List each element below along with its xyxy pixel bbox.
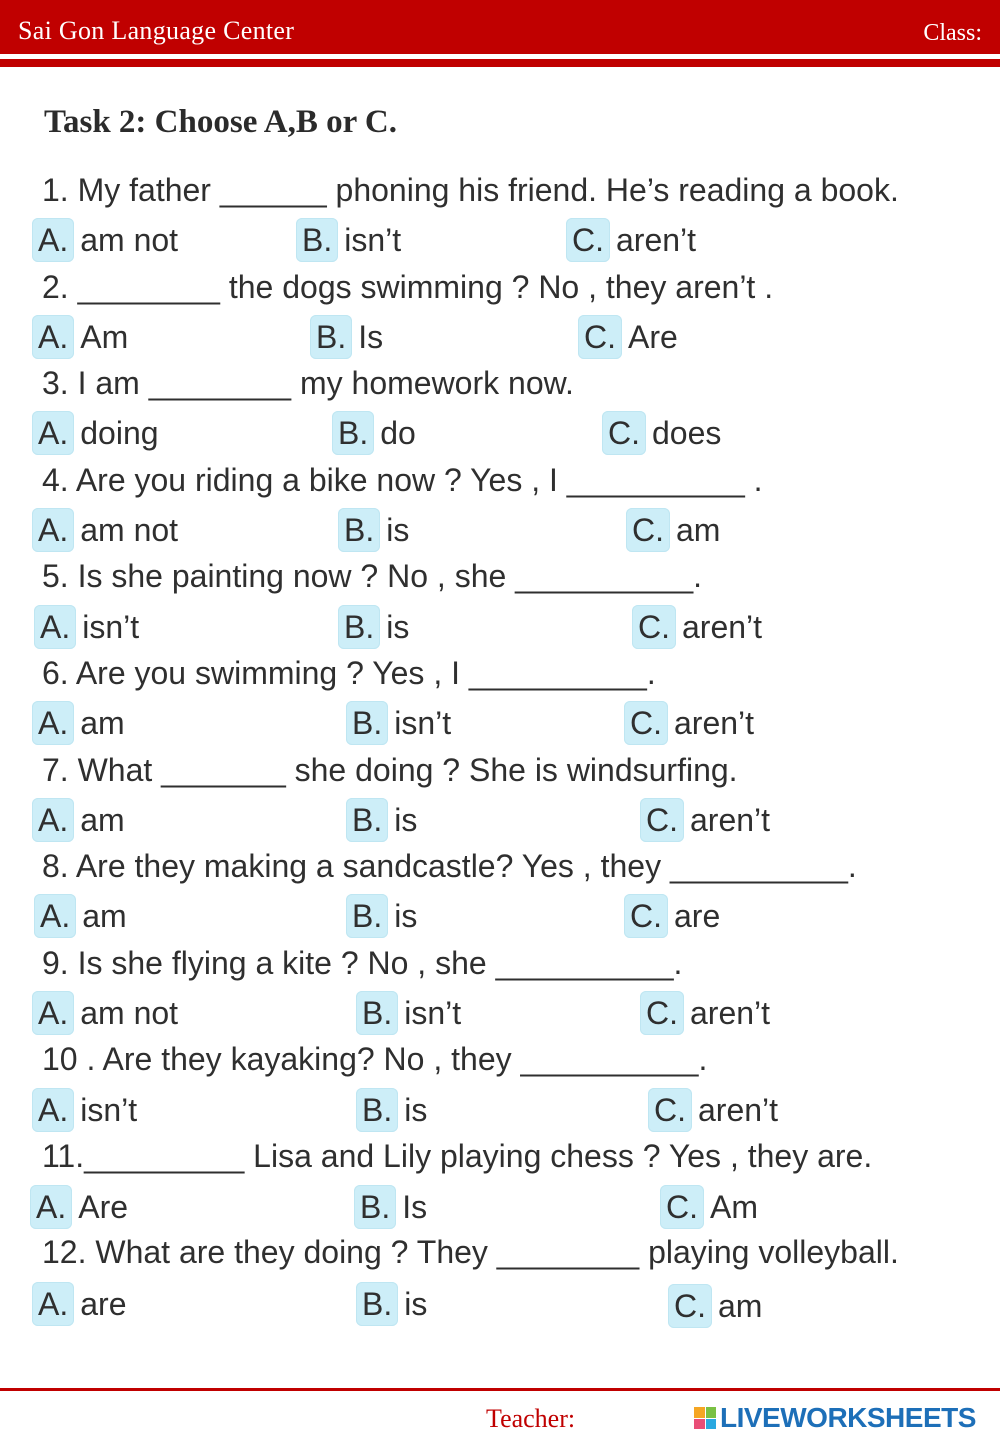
option-text: Is [358, 318, 384, 355]
brand-name: LIVEWORKSHEETS [720, 1402, 976, 1433]
option-text: am [80, 704, 125, 741]
q2-option-c[interactable] [578, 315, 678, 359]
option-letter[interactable]: A. [32, 218, 74, 262]
option-letter[interactable]: B. [310, 315, 352, 359]
q7-option-b[interactable] [346, 798, 417, 842]
option-letter[interactable]: A. [32, 701, 74, 745]
option-letter[interactable]: B. [296, 218, 338, 262]
option-text: isn’t [344, 221, 402, 258]
q5-option-a[interactable] [34, 605, 139, 649]
option-text: aren’t [698, 1091, 779, 1128]
option-letter[interactable]: A. [32, 508, 74, 552]
option-letter[interactable]: C. [566, 218, 610, 262]
option-text: aren’t [682, 608, 763, 645]
option-letter[interactable]: B. [346, 701, 388, 745]
option-letter[interactable]: A. [34, 894, 76, 938]
option-text: is [386, 511, 410, 548]
question-3: 3. I am ________ my homework now. [42, 365, 574, 401]
option-letter[interactable]: C. [626, 508, 670, 552]
option-text: are [674, 897, 721, 934]
q6-option-a[interactable] [32, 701, 125, 745]
question-11: 11._________ Lisa and Lily playing chess ? Yes , they are. [42, 1138, 873, 1174]
option-letter[interactable]: C. [624, 894, 668, 938]
q6-option-b[interactable] [346, 701, 451, 745]
q10-option-a[interactable] [32, 1088, 137, 1132]
q12-option-c[interactable] [668, 1284, 762, 1328]
option-text: Are [628, 318, 678, 355]
option-text: aren’t [690, 994, 771, 1031]
question-1: 1. My father ______ phoning his friend. He’s reading a book. [42, 172, 899, 208]
task-title: Task 2: Choose A,B or C. [44, 104, 397, 140]
q11-option-b[interactable] [354, 1185, 427, 1229]
center-name: Sai Gon Language Center [18, 16, 295, 45]
option-text: am not [80, 994, 179, 1031]
option-letter[interactable]: C. [660, 1185, 704, 1229]
option-text: am [676, 511, 721, 548]
question-4: 4. Are you riding a bike now ? Yes , I __________ . [42, 462, 763, 498]
option-text: are [80, 1285, 127, 1322]
class-label: Class: [923, 20, 982, 46]
option-text: is [404, 1091, 428, 1128]
question-5: 5. Is she painting now ? No , she __________. [42, 558, 703, 594]
q6-option-c[interactable] [624, 701, 754, 745]
q2-option-a[interactable] [32, 315, 128, 359]
option-letter[interactable]: A. [34, 605, 76, 649]
q3-option-c[interactable] [602, 411, 721, 455]
option-text: am not [80, 221, 179, 258]
header-bar [0, 0, 1000, 54]
option-letter[interactable]: C. [624, 701, 668, 745]
question-8: 8. Are they making a sandcastle? Yes , they __________. [42, 848, 857, 884]
option-letter[interactable]: B. [346, 894, 388, 938]
q9-option-b[interactable] [356, 991, 461, 1035]
option-text: aren’t [674, 704, 755, 741]
option-letter[interactable]: C. [578, 315, 622, 359]
option-text: am [718, 1287, 763, 1324]
option-text: isn’t [82, 608, 140, 645]
q4-option-a[interactable] [32, 508, 178, 552]
option-letter[interactable]: A. [32, 798, 74, 842]
brand-logo[interactable] [694, 1402, 976, 1434]
option-letter[interactable]: B. [356, 991, 398, 1035]
option-letter[interactable]: A. [32, 1282, 74, 1326]
question-10: 10 . Are they kayaking? No , they __________. [42, 1041, 708, 1077]
footer-rule [0, 1388, 1000, 1391]
question-7: 7. What _______ she doing ? She is windsurfing. [42, 752, 738, 788]
q5-option-c[interactable] [632, 605, 762, 649]
option-letter[interactable]: C. [648, 1088, 692, 1132]
q12-option-a[interactable] [32, 1282, 126, 1326]
q2-option-b[interactable] [310, 315, 383, 359]
option-letter[interactable]: B. [338, 508, 380, 552]
option-letter[interactable]: B. [346, 798, 388, 842]
option-letter[interactable]: C. [640, 798, 684, 842]
option-letter[interactable]: A. [32, 315, 74, 359]
question-2: 2. ________ the dogs swimming ? No , they aren’t . [42, 269, 774, 305]
option-text: aren’t [616, 221, 697, 258]
q8-option-b[interactable] [346, 894, 417, 938]
q7-option-a[interactable] [32, 798, 125, 842]
q3-option-a[interactable] [32, 411, 159, 455]
option-letter[interactable]: A. [32, 991, 74, 1035]
option-letter[interactable]: A. [32, 411, 74, 455]
option-letter[interactable]: C. [632, 605, 676, 649]
option-text: am not [80, 511, 179, 548]
q4-option-c[interactable] [626, 508, 720, 552]
q10-option-c[interactable] [648, 1088, 778, 1132]
option-text: Is [402, 1188, 428, 1225]
option-text: isn’t [404, 994, 462, 1031]
option-text: Am [710, 1188, 758, 1225]
option-text: isn’t [394, 704, 452, 741]
option-text: is [386, 608, 410, 645]
header-rule [0, 59, 1000, 67]
q1-option-a[interactable] [32, 218, 178, 262]
option-letter[interactable]: B. [332, 411, 374, 455]
option-letter[interactable]: A. [32, 1088, 74, 1132]
q5-option-b[interactable] [338, 605, 409, 649]
question-9: 9. Is she flying a kite ? No , she __________. [42, 945, 683, 981]
option-text: do [380, 414, 416, 451]
option-letter[interactable]: C. [640, 991, 684, 1035]
option-text: Am [80, 318, 129, 355]
q9-option-c[interactable] [640, 991, 770, 1035]
option-letter[interactable]: B. [338, 605, 380, 649]
option-text: Are [78, 1188, 129, 1225]
option-text: aren’t [690, 801, 771, 838]
option-letter[interactable]: A. [30, 1185, 72, 1229]
q1-option-b[interactable] [296, 218, 401, 262]
q4-option-b[interactable] [338, 508, 409, 552]
option-letter[interactable]: C. [668, 1284, 712, 1328]
option-letter[interactable]: B. [354, 1185, 396, 1229]
q8-option-a[interactable] [34, 894, 127, 938]
question-12: 12. What are they doing ? They ________ playing volleyball. [42, 1234, 899, 1270]
q8-option-c[interactable] [624, 894, 720, 938]
option-text: is [404, 1285, 428, 1322]
teacher-label: Teacher: [486, 1404, 576, 1433]
q11-option-a[interactable] [30, 1185, 128, 1229]
q7-option-c[interactable] [640, 798, 770, 842]
option-text: isn’t [80, 1091, 138, 1128]
q3-option-b[interactable] [332, 411, 416, 455]
option-letter[interactable]: C. [602, 411, 646, 455]
option-text: am [82, 897, 127, 934]
option-text: is [394, 801, 418, 838]
q1-option-c[interactable] [566, 218, 696, 262]
q10-option-b[interactable] [356, 1088, 427, 1132]
option-text: doing [80, 414, 159, 451]
option-letter[interactable]: B. [356, 1088, 398, 1132]
option-text: is [394, 897, 418, 934]
q11-option-c[interactable] [660, 1185, 758, 1229]
question-6: 6. Are you swimming ? Yes , I __________. [42, 655, 656, 691]
liveworksheets-logo-icon [694, 1407, 716, 1429]
q12-option-b[interactable] [356, 1282, 427, 1326]
option-text: does [652, 414, 722, 451]
option-text: am [80, 801, 125, 838]
q9-option-a[interactable] [32, 991, 178, 1035]
option-letter[interactable]: B. [356, 1282, 398, 1326]
